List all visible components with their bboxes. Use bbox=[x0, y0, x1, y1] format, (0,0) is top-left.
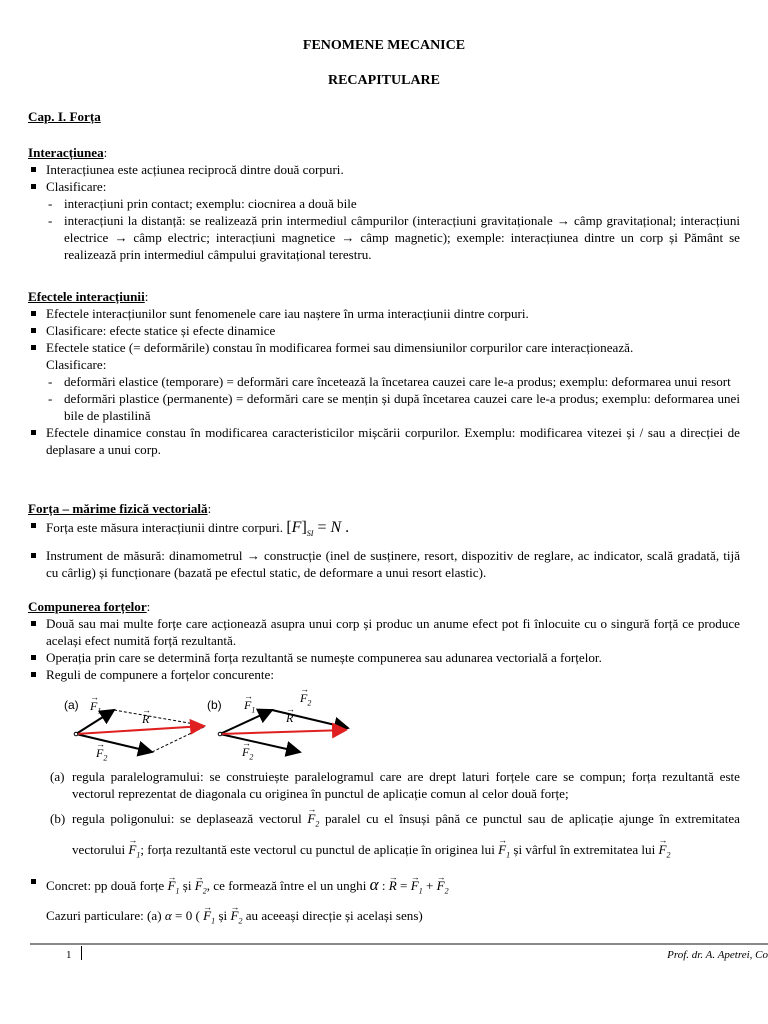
rules-block bbox=[28, 768, 740, 933]
list-item: - interacțiuni prin contact; exemplu: ciocnirea a două bile bbox=[46, 195, 740, 212]
resultant-arrow bbox=[220, 730, 346, 734]
bullet-list bbox=[28, 305, 740, 356]
page-number-separator bbox=[81, 946, 82, 960]
document-page bbox=[28, 0, 740, 1024]
list-item: Operația prin care se determină forța rezultantă se numește compunerea sau adunarea vectorială a forțelor. bbox=[28, 649, 740, 666]
diagram-label-b: (b) bbox=[207, 698, 222, 712]
section-efectele bbox=[28, 288, 740, 458]
list-item: (b) regula poligonului: se deplasează vectorul → $F_2$ paralel cu el însuși până ce punctul sau de aplicație ajunge în extremitatea vectorului → $F_1$; forța rezultantă este vectorul cu punctul de aplicație în originea lui → $F_1$ și vârful în extremitatea lui → $F_2$ bbox=[50, 806, 740, 867]
bullet-list bbox=[28, 161, 740, 195]
list-item: Efectele interacțiunilor sunt fenomenele care iau naștere în urma interacțiunii dintre corpuri. bbox=[28, 305, 740, 322]
list-item: Clasificare: efecte statice și efecte dinamice bbox=[28, 322, 740, 339]
list-item: Clasificare: bbox=[28, 178, 740, 195]
list-item: Două sau mai multe forțe care acționează asupra unui corp și produc un anume efect pot fi înlocuite cu o singură forță ce produce același efect numită forță rezultantă. bbox=[28, 615, 740, 649]
r-label: → R bbox=[286, 710, 293, 727]
section-compunerea bbox=[28, 598, 740, 683]
origin-point bbox=[74, 732, 78, 736]
polygon-diagram bbox=[207, 690, 366, 764]
parallelogram-diagram bbox=[64, 690, 218, 764]
origin-point bbox=[218, 732, 222, 736]
list-item: Efectele dinamice constau în modificarea caracteristicilor mișcării corpurilor. Exemplu: modificarea vitezei și / sau a direcției de deplasare a unui corp. bbox=[28, 424, 740, 458]
dashed-side bbox=[114, 710, 206, 726]
f2-arrow bbox=[76, 734, 152, 752]
f2-arrow bbox=[220, 734, 300, 752]
r-label: → R bbox=[142, 711, 149, 728]
bullet-list bbox=[28, 615, 740, 683]
clasificare-label: Clasificare: bbox=[46, 357, 107, 372]
section-interactiunea bbox=[28, 144, 740, 263]
bullet-list bbox=[28, 517, 740, 581]
f2-label: → $F_2$ bbox=[242, 744, 253, 765]
cazuri-particulare: Cazuri particulare: (a) α = 0 ( → $F_1$ și → $F_2$ au aceeași direcție și același sens) bbox=[28, 904, 740, 934]
section-heading: Interacțiunea: bbox=[28, 145, 108, 160]
section-heading: Efectele interacțiunii: bbox=[28, 289, 149, 304]
f2-label: → $F_2$ bbox=[96, 745, 107, 766]
list-item: Interacțiunea este acțiunea reciprocă dintre două corpuri. bbox=[28, 161, 740, 178]
bullet-list bbox=[28, 424, 740, 458]
resultant-arrow bbox=[76, 726, 204, 734]
f1-label: → $F_1$ bbox=[90, 698, 101, 719]
footer-author: Prof. dr. A. Apetrei, Co bbox=[667, 949, 768, 961]
f2-translated-arrow bbox=[272, 710, 348, 728]
list-item: Efectele statice (= deformările) constau în modificarea formei sau dimensiunilor corpurilor care interacționează. bbox=[28, 339, 740, 356]
list-item: Reguli de compunere a forțelor concurente: bbox=[28, 666, 740, 683]
list-item: (a) regula paralelogramului: se construiește paralelogramul care are drept laturi forțele care se compun; forța rezultantă este vectorul reprezentat de diagonala cu originea în punctul de aplicație comun al celor două forțe; bbox=[50, 769, 740, 801]
bullet-list bbox=[28, 873, 740, 904]
chapter-heading bbox=[28, 108, 740, 125]
list-item: Forța este măsura interacțiunii dintre corpuri. $[F]_{SI} = N$ . bbox=[28, 517, 740, 545]
list-item: Concret: pp două forțe → $F_1$ și → $F_2$, ce formează între el un unghi α : → R = → $F_1$ + → $F_2$ bbox=[28, 873, 740, 904]
f1-label: → $F_1$ bbox=[244, 697, 255, 718]
page-subtitle: RECAPITULARE bbox=[327, 73, 440, 88]
footer-divider bbox=[30, 943, 768, 945]
rules-list bbox=[28, 768, 740, 867]
list-item: - deformări plastice (permanente) = deformări care se mențin și după încetarea cauzei care le-a produs; exemplu: deformarea unei bile de plastilină bbox=[46, 390, 740, 424]
list-item: - interacțiuni la distanță: se realizează prin intermediul câmpurilor (interacțiuni gravitaționale → câmp gravitațional; interacțiuni electrice → câmp electric; interacțiuni magnetice → câmp magnetic); exemple: interacțiunea dintre un corp și Pământ se realizează prin intermediul câmpului gravitațional terestru. bbox=[46, 212, 740, 263]
list-item: - deformări elastice (temporare) = deformări care încetează la încetarea cauzei care le-a produs; exemplu: deformarea unui resort bbox=[46, 373, 740, 390]
page-number: 1 bbox=[66, 949, 72, 961]
dashed-side bbox=[152, 726, 206, 752]
list-item: Instrument de măsură: dinamometrul → construcție (inel de susținere, resort, dispozitiv de reglare, ac indicator, scală gradată, tijă cu cârlig) și funcționare (bazată pe efectul static, de deformare a unui resort elastic). bbox=[28, 547, 740, 581]
section-heading: Compunerea forțelor: bbox=[28, 599, 151, 614]
page-title: FENOMENE MECANICE bbox=[302, 38, 466, 53]
dash-list bbox=[28, 195, 740, 263]
dash-list bbox=[28, 373, 740, 424]
section-forta bbox=[28, 500, 740, 581]
section-heading: Forța – mărime fizică vectorială: bbox=[28, 501, 212, 516]
f2-label: → $F_2$ bbox=[300, 690, 311, 711]
unit-formula: $[F]_{SI} = N$ . bbox=[286, 519, 350, 539]
chapter-title: Cap. I. Forța bbox=[28, 109, 101, 124]
diagram-label-a: (a) bbox=[64, 698, 79, 712]
